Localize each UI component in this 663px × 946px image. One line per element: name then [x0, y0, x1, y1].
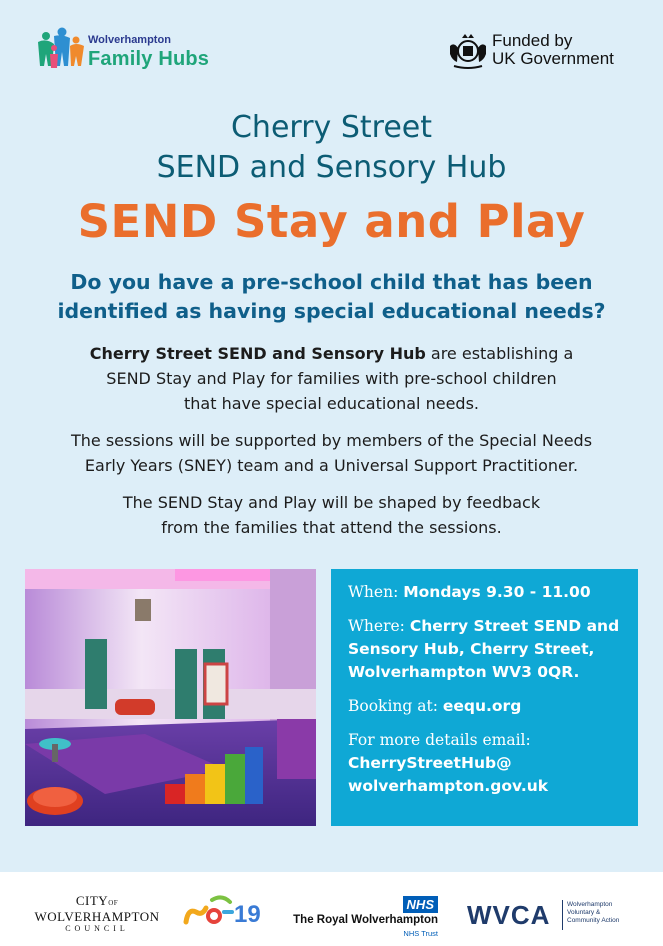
support-line-2: Early Years (SNEY) team and a Universal Support Practitioner. — [84, 456, 579, 475]
partner-logos-footer — [0, 872, 663, 946]
venue-line-2: SEND and Sensory Hub — [156, 150, 507, 185]
support-line-1: The sessions will be supported by members of the Special Needs — [70, 431, 593, 450]
feedback-paragraph — [20, 490, 643, 540]
family-hubs-small-text: Wolverhampton — [88, 34, 171, 46]
family-people-icon — [36, 26, 88, 72]
nhs-badge: NHS — [403, 896, 438, 913]
when-label: When: — [348, 583, 404, 601]
intro-line-3: that have special educational needs. — [184, 394, 479, 413]
where-value-line-3: Wolverhampton WV3 0QR. — [348, 663, 580, 681]
wm19-mark-icon — [182, 894, 266, 930]
email-label: For more details email: — [348, 731, 531, 749]
intro-line-2: SEND Stay and Play for families with pre-school children — [106, 369, 557, 388]
support-paragraph — [20, 428, 643, 478]
email-row — [348, 729, 628, 798]
booking-link[interactable]: eequ.org — [442, 697, 522, 715]
royal-wolverhampton-nhs-logo — [292, 896, 440, 942]
wvca-wordmark: WVCA — [467, 900, 551, 930]
when-row — [348, 581, 628, 604]
email-link-line-1[interactable]: CherryStreetHub@ — [348, 754, 512, 772]
feedback-line-1: The SEND Stay and Play will be shaped by feedback — [122, 493, 541, 512]
where-value-line-2: Sensory Hub, Cherry Street, — [348, 640, 595, 658]
nhs-trust-label: NHS Trust — [403, 929, 438, 938]
intro-line-1-rest: are establishing a — [425, 344, 574, 363]
question-heading — [0, 268, 663, 326]
wm19-logo — [182, 894, 266, 934]
uk-government-logo — [448, 30, 638, 74]
event-title: SEND Stay and Play — [77, 195, 586, 248]
booking-label: Booking at: — [348, 697, 443, 715]
wvca-name-line-1: Wolverhampton — [567, 901, 613, 908]
family-hubs-logo — [36, 26, 236, 74]
sensory-room-illustration — [25, 569, 316, 826]
nhs-trust-name: The Royal Wolverhampton — [293, 914, 438, 926]
booking-row — [348, 695, 628, 718]
wm19-number: 19 — [234, 901, 261, 928]
royal-crest-icon — [448, 32, 488, 70]
where-value-line-1: Cherry Street SEND and — [409, 617, 620, 635]
hub-name-bold: Cherry Street SEND and Sensory Hub — [89, 344, 426, 363]
email-link-line-2[interactable]: wolverhampton.gov.uk — [348, 777, 549, 795]
wvca-logo — [467, 898, 637, 934]
wolverhampton-word: WOLVERHAMPTON — [34, 909, 160, 924]
city-word: CITY — [75, 893, 109, 908]
event-info-box — [331, 569, 638, 826]
venue-line-1: Cherry Street — [230, 110, 432, 145]
funded-by-text — [492, 32, 614, 68]
when-value: Mondays 9.30 - 11.00 — [403, 583, 591, 601]
intro-paragraph — [20, 341, 643, 416]
funded-line-1: Funded by — [492, 31, 573, 50]
wvca-divider — [562, 900, 563, 930]
of-word: OF — [108, 899, 119, 907]
question-line-2: identified as having special educational needs? — [57, 299, 606, 323]
feedback-line-2: from the families that attend the sessions. — [161, 518, 502, 537]
sensory-room-photo — [25, 569, 316, 826]
council-word: COUNCIL — [65, 924, 129, 933]
wvca-name-line-3: Community Action — [567, 917, 620, 924]
funded-line-2: UK Government — [492, 49, 614, 68]
wvca-full-name — [567, 901, 619, 925]
family-hubs-big-text: Family Hubs — [88, 48, 210, 70]
city-of-wolverhampton-council-logo — [34, 894, 160, 934]
where-label: Where: — [348, 617, 410, 635]
wvca-name-line-2: Voluntary & — [567, 909, 601, 916]
question-line-1: Do you have a pre-school child that has been — [70, 270, 593, 294]
venue-heading — [0, 108, 663, 188]
where-row — [348, 615, 628, 684]
